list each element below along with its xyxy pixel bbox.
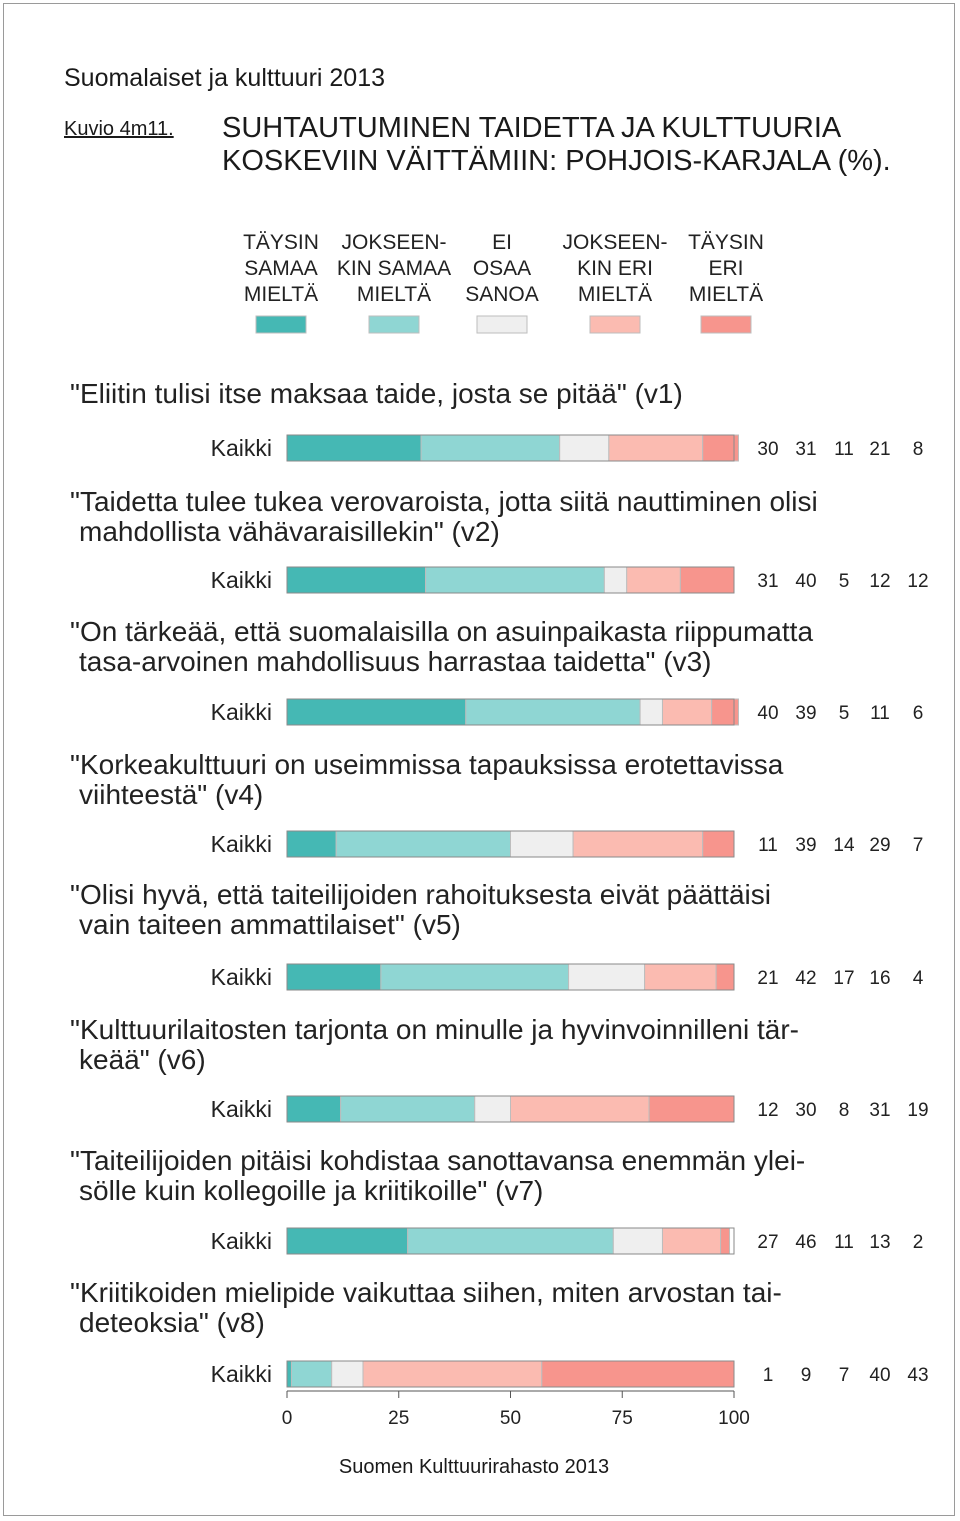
bar-segment-3-1 bbox=[287, 699, 466, 725]
legend-swatch-3 bbox=[477, 316, 527, 333]
bar-segment-8-3 bbox=[332, 1361, 363, 1387]
value-label-5-4: 16 bbox=[869, 968, 891, 989]
value-label-3-4: 11 bbox=[870, 703, 890, 724]
statement-7-line-2: sölle kuin kollegoille ja kriitikoille" (v7) bbox=[79, 1175, 544, 1206]
value-label-6-2: 30 bbox=[795, 1100, 817, 1121]
row-label: Kaikki bbox=[210, 567, 272, 593]
value-label-6-4: 31 bbox=[869, 1100, 891, 1121]
statement-2-line-2: mahdollista vähävaraisillekin" (v2) bbox=[79, 516, 500, 547]
value-label-8-5: 43 bbox=[907, 1365, 929, 1386]
legend-swatch-5 bbox=[701, 316, 751, 333]
page-suptitle: Suomalaiset ja kulttuuri 2013 bbox=[64, 64, 386, 92]
bar-segment-1-5 bbox=[703, 435, 739, 461]
legend-label-3: OSAA bbox=[472, 257, 532, 280]
row-label: Kaikki bbox=[210, 435, 272, 461]
value-label-8-1: 1 bbox=[762, 1365, 774, 1386]
value-label-5-5: 4 bbox=[912, 968, 924, 989]
bar-segment-1-2 bbox=[421, 435, 560, 461]
statement-8-line-1: "Kriitikoiden mielipide vaikuttaa siihen, miten arvostan tai- bbox=[70, 1277, 782, 1308]
bar-segment-5-3 bbox=[569, 964, 645, 990]
value-label-8-4: 40 bbox=[869, 1365, 891, 1386]
bar-segment-2-2 bbox=[426, 567, 605, 593]
bar-segment-2-1 bbox=[287, 567, 426, 593]
x-tick-label-25: 25 bbox=[388, 1408, 410, 1429]
legend-label-2: KIN SAMAA bbox=[336, 257, 452, 280]
row-label: Kaikki bbox=[210, 699, 272, 725]
legend-label-4: KIN ERI bbox=[577, 257, 653, 280]
legend-label-3: SANOA bbox=[465, 283, 539, 306]
value-label-5-2: 42 bbox=[795, 968, 817, 989]
bar-segment-2-4 bbox=[627, 567, 681, 593]
bar-segment-8-1 bbox=[287, 1361, 291, 1387]
statement-5-line-1: "Olisi hyvä, että taiteilijoiden rahoituksesta eivät päättäisi bbox=[70, 879, 771, 910]
bar-segment-6-3 bbox=[475, 1096, 511, 1122]
x-tick-label-50: 50 bbox=[499, 1408, 522, 1429]
legend-swatch-2 bbox=[369, 316, 419, 333]
value-label-3-3: 5 bbox=[838, 703, 850, 724]
legend-label-3: EI bbox=[492, 231, 512, 254]
bar-segment-4-4 bbox=[573, 831, 703, 857]
value-label-2-4: 12 bbox=[869, 571, 891, 592]
value-label-2-1: 31 bbox=[757, 571, 779, 592]
bar-segment-7-5 bbox=[721, 1228, 730, 1254]
bar-segment-1-4 bbox=[609, 435, 703, 461]
legend-label-5: TÄYSIN bbox=[688, 231, 764, 254]
legend-label-4: MIELTÄ bbox=[577, 283, 653, 306]
bar-segment-7-3 bbox=[613, 1228, 662, 1254]
value-label-2-3: 5 bbox=[838, 571, 850, 592]
bar-segment-4-2 bbox=[336, 831, 510, 857]
value-label-7-5: 2 bbox=[912, 1232, 924, 1253]
statement-6-line-2: keää" (v6) bbox=[79, 1044, 206, 1075]
legend-label-4: JOKSEEN- bbox=[562, 231, 668, 254]
value-label-5-3: 17 bbox=[833, 968, 855, 989]
statement-2-line-1: "Taidetta tulee tukea verovaroista, jotta siitä nauttiminen olisi bbox=[70, 486, 818, 517]
x-tick-label-100: 100 bbox=[718, 1408, 750, 1429]
bar-segment-8-5 bbox=[542, 1361, 734, 1387]
value-label-4-4: 29 bbox=[869, 835, 891, 856]
bar-segment-7-2 bbox=[408, 1228, 614, 1254]
legend-label-2: MIELTÄ bbox=[356, 283, 432, 306]
statement-6-line-1: "Kulttuurilaitosten tarjonta on minulle ja hyvinvoinnilleni tär- bbox=[70, 1014, 799, 1045]
bar-segment-7-1 bbox=[287, 1228, 408, 1254]
value-label-6-3: 8 bbox=[838, 1100, 850, 1121]
legend-label-1: TÄYSIN bbox=[243, 231, 319, 254]
value-label-1-3: 11 bbox=[834, 439, 854, 460]
legend-label-2: JOKSEEN- bbox=[341, 231, 447, 254]
bar-segment-3-4 bbox=[662, 699, 711, 725]
legend-swatch-1 bbox=[256, 316, 306, 333]
bar-segment-6-5 bbox=[649, 1096, 734, 1122]
bar-segment-6-2 bbox=[341, 1096, 475, 1122]
x-tick-label-0: 0 bbox=[281, 1408, 293, 1429]
row-label: Kaikki bbox=[210, 964, 272, 990]
statement-7-line-1: "Taiteilijoiden pitäisi kohdistaa sanottavansa enemmän ylei- bbox=[70, 1145, 806, 1176]
figure-title: SUHTAUTUMINEN TAIDETTA JA KULTTUURIA KOSKEVIIN VÄITTÄMIIN: POHJOIS-KARJALA (%). bbox=[222, 112, 891, 177]
legend-label-5: MIELTÄ bbox=[688, 283, 764, 306]
value-label-1-2: 31 bbox=[795, 439, 817, 460]
bar-segment-5-5 bbox=[716, 964, 734, 990]
value-label-2-2: 40 bbox=[795, 571, 817, 592]
value-label-3-2: 39 bbox=[795, 703, 817, 724]
bar-segment-7-4 bbox=[662, 1228, 720, 1254]
value-label-3-5: 6 bbox=[912, 703, 924, 724]
value-label-4-5: 7 bbox=[912, 835, 924, 856]
bar-segment-4-1 bbox=[287, 831, 336, 857]
row-label: Kaikki bbox=[210, 1228, 272, 1254]
value-label-1-1: 30 bbox=[757, 439, 779, 460]
statement-4-line-2: viihteestä" (v4) bbox=[79, 779, 264, 810]
bar-segment-6-4 bbox=[511, 1096, 650, 1122]
value-label-8-3: 7 bbox=[838, 1365, 850, 1386]
value-label-6-5: 19 bbox=[907, 1100, 929, 1121]
bar-segment-1-3 bbox=[560, 435, 609, 461]
value-label-7-1: 27 bbox=[757, 1232, 779, 1253]
bar-segment-8-2 bbox=[291, 1361, 331, 1387]
statement-3-line-1: "On tärkeää, että suomalaisilla on asuinpaikasta riippumatta bbox=[70, 616, 814, 647]
source-footer: Suomen Kulttuurirahasto 2013 bbox=[338, 1456, 610, 1478]
bar-segment-3-3 bbox=[640, 699, 662, 725]
bar-segment-4-3 bbox=[511, 831, 574, 857]
value-label-7-4: 13 bbox=[869, 1232, 891, 1253]
value-label-2-5: 12 bbox=[907, 571, 929, 592]
bar-segment-2-5 bbox=[680, 567, 734, 593]
bar-segment-4-5 bbox=[703, 831, 734, 857]
bar-segment-1-1 bbox=[287, 435, 421, 461]
value-label-5-1: 21 bbox=[757, 968, 779, 989]
legend-label-1: MIELTÄ bbox=[243, 283, 319, 306]
statement-3-line-2: tasa-arvoinen mahdollisuus harrastaa taidetta" (v3) bbox=[79, 646, 712, 677]
value-label-7-2: 46 bbox=[795, 1232, 817, 1253]
bar-segment-5-1 bbox=[287, 964, 381, 990]
value-label-4-2: 39 bbox=[795, 835, 817, 856]
figure-label: Kuvio 4m11. bbox=[64, 118, 174, 140]
legend-swatch-4 bbox=[590, 316, 640, 333]
statement-4-line-1: "Korkeakulttuuri on useimmissa tapauksissa erotettavissa bbox=[70, 749, 784, 780]
statement-8-line-2: deteoksia" (v8) bbox=[79, 1307, 265, 1338]
value-label-6-1: 12 bbox=[757, 1100, 779, 1121]
value-label-1-5: 8 bbox=[912, 439, 924, 460]
statement-1-line-1: "Eliitin tulisi itse maksaa taide, josta se pitää" (v1) bbox=[70, 378, 683, 409]
value-label-4-1: 11 bbox=[758, 835, 778, 856]
row-label: Kaikki bbox=[210, 831, 272, 857]
bar-segment-5-4 bbox=[645, 964, 717, 990]
value-label-1-4: 21 bbox=[869, 439, 891, 460]
value-label-4-3: 14 bbox=[833, 835, 855, 856]
legend-label-5: ERI bbox=[708, 257, 744, 280]
legend-label-1: SAMAA bbox=[244, 257, 318, 280]
bar-segment-2-3 bbox=[604, 567, 626, 593]
value-label-7-3: 11 bbox=[834, 1232, 854, 1253]
bar-segment-6-1 bbox=[287, 1096, 341, 1122]
value-label-8-2: 9 bbox=[800, 1365, 812, 1386]
x-tick-label-75: 75 bbox=[611, 1408, 633, 1429]
bar-segment-3-2 bbox=[466, 699, 640, 725]
row-label: Kaikki bbox=[210, 1361, 272, 1387]
statement-5-line-2: vain taiteen ammattilaiset" (v5) bbox=[79, 909, 461, 940]
value-label-3-1: 40 bbox=[757, 703, 779, 724]
bar-segment-5-2 bbox=[381, 964, 569, 990]
row-label: Kaikki bbox=[210, 1096, 272, 1122]
bar-segment-8-4 bbox=[363, 1361, 542, 1387]
